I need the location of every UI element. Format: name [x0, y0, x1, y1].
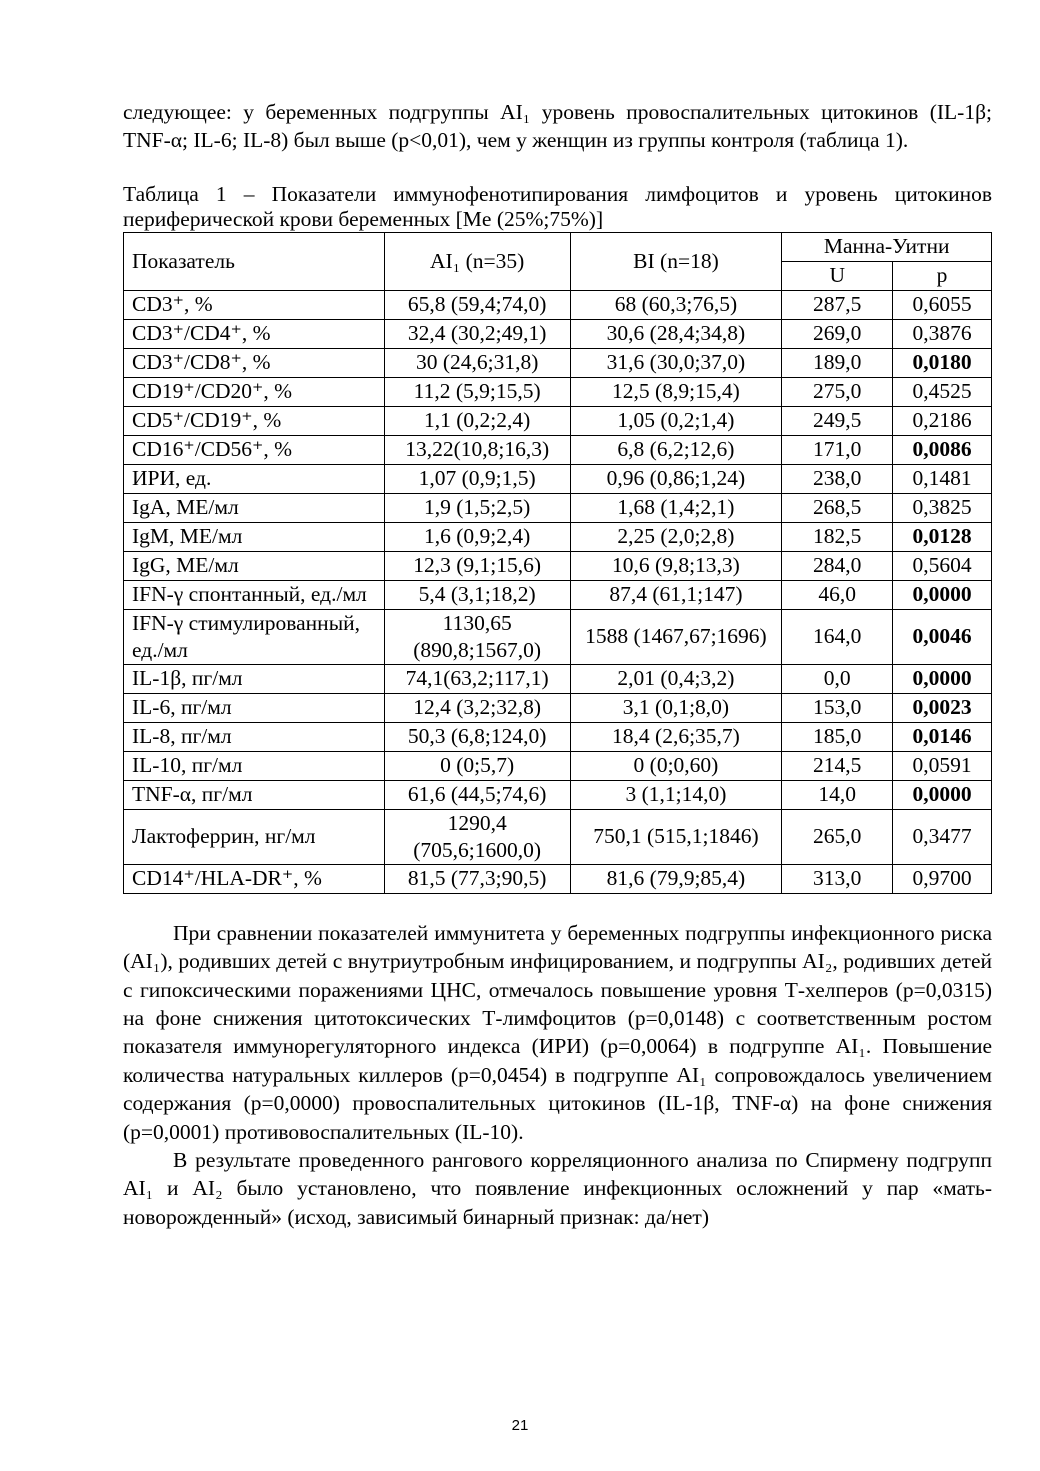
- header-group-b: BI (n=18): [570, 232, 782, 290]
- cell-indicator: CD14⁺/HLA-DR⁺, %: [124, 864, 385, 893]
- header-indicator: Показатель: [124, 232, 385, 290]
- cell-p: 0,0000: [893, 664, 992, 693]
- table-row: [124, 290, 992, 319]
- cell-group-a: 5,4 (3,1;18,2): [384, 580, 570, 609]
- cell-indicator: IL-8, пг/мл: [124, 722, 385, 751]
- results-table: [123, 232, 992, 894]
- cell-group-a: 1,9 (1,5;2,5): [384, 493, 570, 522]
- table-row: [124, 435, 992, 464]
- cell-p: 0,2186: [893, 406, 992, 435]
- table-row: [124, 664, 992, 693]
- cell-p: 0,0023: [893, 693, 992, 722]
- cell-group-a: 32,4 (30,2;49,1): [384, 319, 570, 348]
- cell-group-a: 13,22(10,8;16,3): [384, 435, 570, 464]
- header-mann-whitney: Манна-Уитни: [782, 232, 992, 261]
- cell-u: 284,0: [782, 551, 893, 580]
- cell-group-b: 3 (1,1;14,0): [570, 780, 782, 809]
- cell-p: 0,0000: [893, 780, 992, 809]
- cell-indicator: IFN-γ стимулированный, ед./мл: [124, 609, 385, 664]
- cell-group-a: 74,1(63,2;117,1): [384, 664, 570, 693]
- cell-group-b: 1,68 (1,4;2,1): [570, 493, 782, 522]
- table-row: [124, 609, 992, 664]
- page-number: 21: [511, 1417, 529, 1434]
- cell-group-b: 0,96 (0,86;1,24): [570, 464, 782, 493]
- cell-u: 313,0: [782, 864, 893, 893]
- cell-group-b: 68 (60,3;76,5): [570, 290, 782, 319]
- page-content: [123, 98, 992, 1231]
- cell-indicator: IL-10, пг/мл: [124, 751, 385, 780]
- cell-indicator: CD3⁺, %: [124, 290, 385, 319]
- table-row: [124, 319, 992, 348]
- cell-u: 249,5: [782, 406, 893, 435]
- cell-p: 0,9700: [893, 864, 992, 893]
- cell-u: 14,0: [782, 780, 893, 809]
- cell-p: 0,0180: [893, 348, 992, 377]
- cell-p: 0,3825: [893, 493, 992, 522]
- cell-indicator: CD16⁺/CD56⁺, %: [124, 435, 385, 464]
- cell-group-a: 50,3 (6,8;124,0): [384, 722, 570, 751]
- cell-group-b: 30,6 (28,4;34,8): [570, 319, 782, 348]
- cell-indicator: TNF-α, пг/мл: [124, 780, 385, 809]
- cell-group-a: 1,07 (0,9;1,5): [384, 464, 570, 493]
- cell-group-b: 1588 (1467,67;1696): [570, 609, 782, 664]
- cell-u: 269,0: [782, 319, 893, 348]
- cell-u: 268,5: [782, 493, 893, 522]
- table-row: [124, 348, 992, 377]
- cell-p: 0,1481: [893, 464, 992, 493]
- header-u: U: [782, 261, 893, 290]
- cell-group-a: 1,1 (0,2;2,4): [384, 406, 570, 435]
- cell-p: 0,0086: [893, 435, 992, 464]
- cell-indicator: IgG, МЕ/мл: [124, 551, 385, 580]
- cell-group-a: 11,2 (5,9;15,5): [384, 377, 570, 406]
- table-row: [124, 464, 992, 493]
- cell-u: 238,0: [782, 464, 893, 493]
- cell-p: 0,0146: [893, 722, 992, 751]
- cell-group-b: 6,8 (6,2;12,6): [570, 435, 782, 464]
- cell-indicator: IL-1β, пг/мл: [124, 664, 385, 693]
- cell-group-b: 18,4 (2,6;35,7): [570, 722, 782, 751]
- cell-group-b: 10,6 (9,8;13,3): [570, 551, 782, 580]
- cell-indicator: IL-6, пг/мл: [124, 693, 385, 722]
- table-row: [124, 864, 992, 893]
- cell-p: 0,0591: [893, 751, 992, 780]
- table-row: [124, 722, 992, 751]
- cell-group-b: 31,6 (30,0;37,0): [570, 348, 782, 377]
- cell-group-a: 81,5 (77,3;90,5): [384, 864, 570, 893]
- cell-p: 0,3876: [893, 319, 992, 348]
- cell-indicator: Лактоферрин, нг/мл: [124, 809, 385, 864]
- table-row: [124, 377, 992, 406]
- cell-p: 0,3477: [893, 809, 992, 864]
- cell-group-a: 1130,65 (890,8;1567,0): [384, 609, 570, 664]
- cell-group-a: 1290,4 (705,6;1600,0): [384, 809, 570, 864]
- cell-group-a: 65,8 (59,4;74,0): [384, 290, 570, 319]
- cell-u: 189,0: [782, 348, 893, 377]
- cell-u: 153,0: [782, 693, 893, 722]
- cell-u: 214,5: [782, 751, 893, 780]
- table-row: [124, 780, 992, 809]
- cell-indicator: CD3⁺/CD4⁺, %: [124, 319, 385, 348]
- cell-p: 0,0046: [893, 609, 992, 664]
- cell-p: 0,5604: [893, 551, 992, 580]
- cell-u: 182,5: [782, 522, 893, 551]
- table-row: [124, 751, 992, 780]
- cell-p: 0,0000: [893, 580, 992, 609]
- table-row: [124, 493, 992, 522]
- table-body: [124, 290, 992, 893]
- cell-group-a: 61,6 (44,5;74,6): [384, 780, 570, 809]
- cell-group-b: 87,4 (61,1;147): [570, 580, 782, 609]
- cell-indicator: CD5⁺/CD19⁺, %: [124, 406, 385, 435]
- table-header-row-1: [124, 232, 992, 261]
- cell-group-a: 12,3 (9,1;15,6): [384, 551, 570, 580]
- cell-indicator: ИРИ, ед.: [124, 464, 385, 493]
- cell-group-a: 12,4 (3,2;32,8): [384, 693, 570, 722]
- cell-group-b: 0 (0;0,60): [570, 751, 782, 780]
- cell-group-b: 2,01 (0,4;3,2): [570, 664, 782, 693]
- cell-group-b: 1,05 (0,2;1,4): [570, 406, 782, 435]
- cell-group-a: 1,6 (0,9;2,4): [384, 522, 570, 551]
- cell-indicator: CD3⁺/CD8⁺, %: [124, 348, 385, 377]
- cell-group-b: 81,6 (79,9;85,4): [570, 864, 782, 893]
- header-group-a: AI₁ (n=35): [384, 232, 570, 290]
- cell-u: 46,0: [782, 580, 893, 609]
- cell-p: 0,6055: [893, 290, 992, 319]
- cell-u: 265,0: [782, 809, 893, 864]
- cell-p: 0,4525: [893, 377, 992, 406]
- paragraph-comparison: При сравнении показателей иммунитета у беременных подгруппы инфекционного риска (AI₁), родивших детей с внутриутробным инфицированием, и подгруппы AI₂, родивших детей с гипоксическими поражениями ЦНС, отмечалось повышение уровня Т-хелперов (p=0,0315) на фоне снижения цитотоксических Т-лимфоцитов (p=0,0148) с соответственным ростом показателя иммунорегуляторного индекса (ИРИ) (p=0,0064) в подгруппе AI₁. Повышение количества натуральных киллеров (p=0,0454) в подгруппе AI₁ сопровождалось увеличением содержания (p=0,0000) провоспалительных цитокинов (IL-1β, TNF-α) на фоне снижения (p=0,0001) противовоспалительных (IL-10).: [123, 920, 992, 1144]
- intro-paragraph: следующее: у беременных подгруппы AI₁ уровень провоспалительных цитокинов (IL-1β; TNF-α; IL-6; IL-8) был выше (p<0,01), чем у женщин из группы контроля (таблица 1).: [123, 100, 992, 153]
- cell-indicator: IgA, МЕ/мл: [124, 493, 385, 522]
- cell-group-b: 3,1 (0,1;8,0): [570, 693, 782, 722]
- cell-indicator: IFN-γ спонтанный, ед./мл: [124, 580, 385, 609]
- table-row: [124, 551, 992, 580]
- cell-p: 0,0128: [893, 522, 992, 551]
- cell-indicator: IgM, МЕ/мл: [124, 522, 385, 551]
- table-row: [124, 522, 992, 551]
- cell-group-b: 12,5 (8,9;15,4): [570, 377, 782, 406]
- cell-group-a: 0 (0;5,7): [384, 751, 570, 780]
- table-row: [124, 809, 992, 864]
- table-row: [124, 580, 992, 609]
- cell-u: 185,0: [782, 722, 893, 751]
- cell-indicator: CD19⁺/CD20⁺, %: [124, 377, 385, 406]
- cell-u: 275,0: [782, 377, 893, 406]
- cell-u: 0,0: [782, 664, 893, 693]
- table-row: [124, 693, 992, 722]
- table-row: [124, 406, 992, 435]
- cell-u: 171,0: [782, 435, 893, 464]
- paragraph-spearman: В результате проведенного рангового корреляционного анализа по Спирмену подгрупп AI₁ и AI₂ было установлено, что появление инфекционных осложнений у пар «мать-новорожденный» (исход, зависимый бинарный признак: да/нет): [123, 1148, 992, 1229]
- cell-group-a: 30 (24,6;31,8): [384, 348, 570, 377]
- header-p: p: [893, 261, 992, 290]
- cell-u: 164,0: [782, 609, 893, 664]
- cell-u: 287,5: [782, 290, 893, 319]
- table-caption: Таблица 1 – Показатели иммунофенотипирования лимфоцитов и уровень цитокинов периферической крови беременных [Me (25%;75%)]: [123, 181, 992, 231]
- cell-group-b: 750,1 (515,1;1846): [570, 809, 782, 864]
- cell-group-b: 2,25 (2,0;2,8): [570, 522, 782, 551]
